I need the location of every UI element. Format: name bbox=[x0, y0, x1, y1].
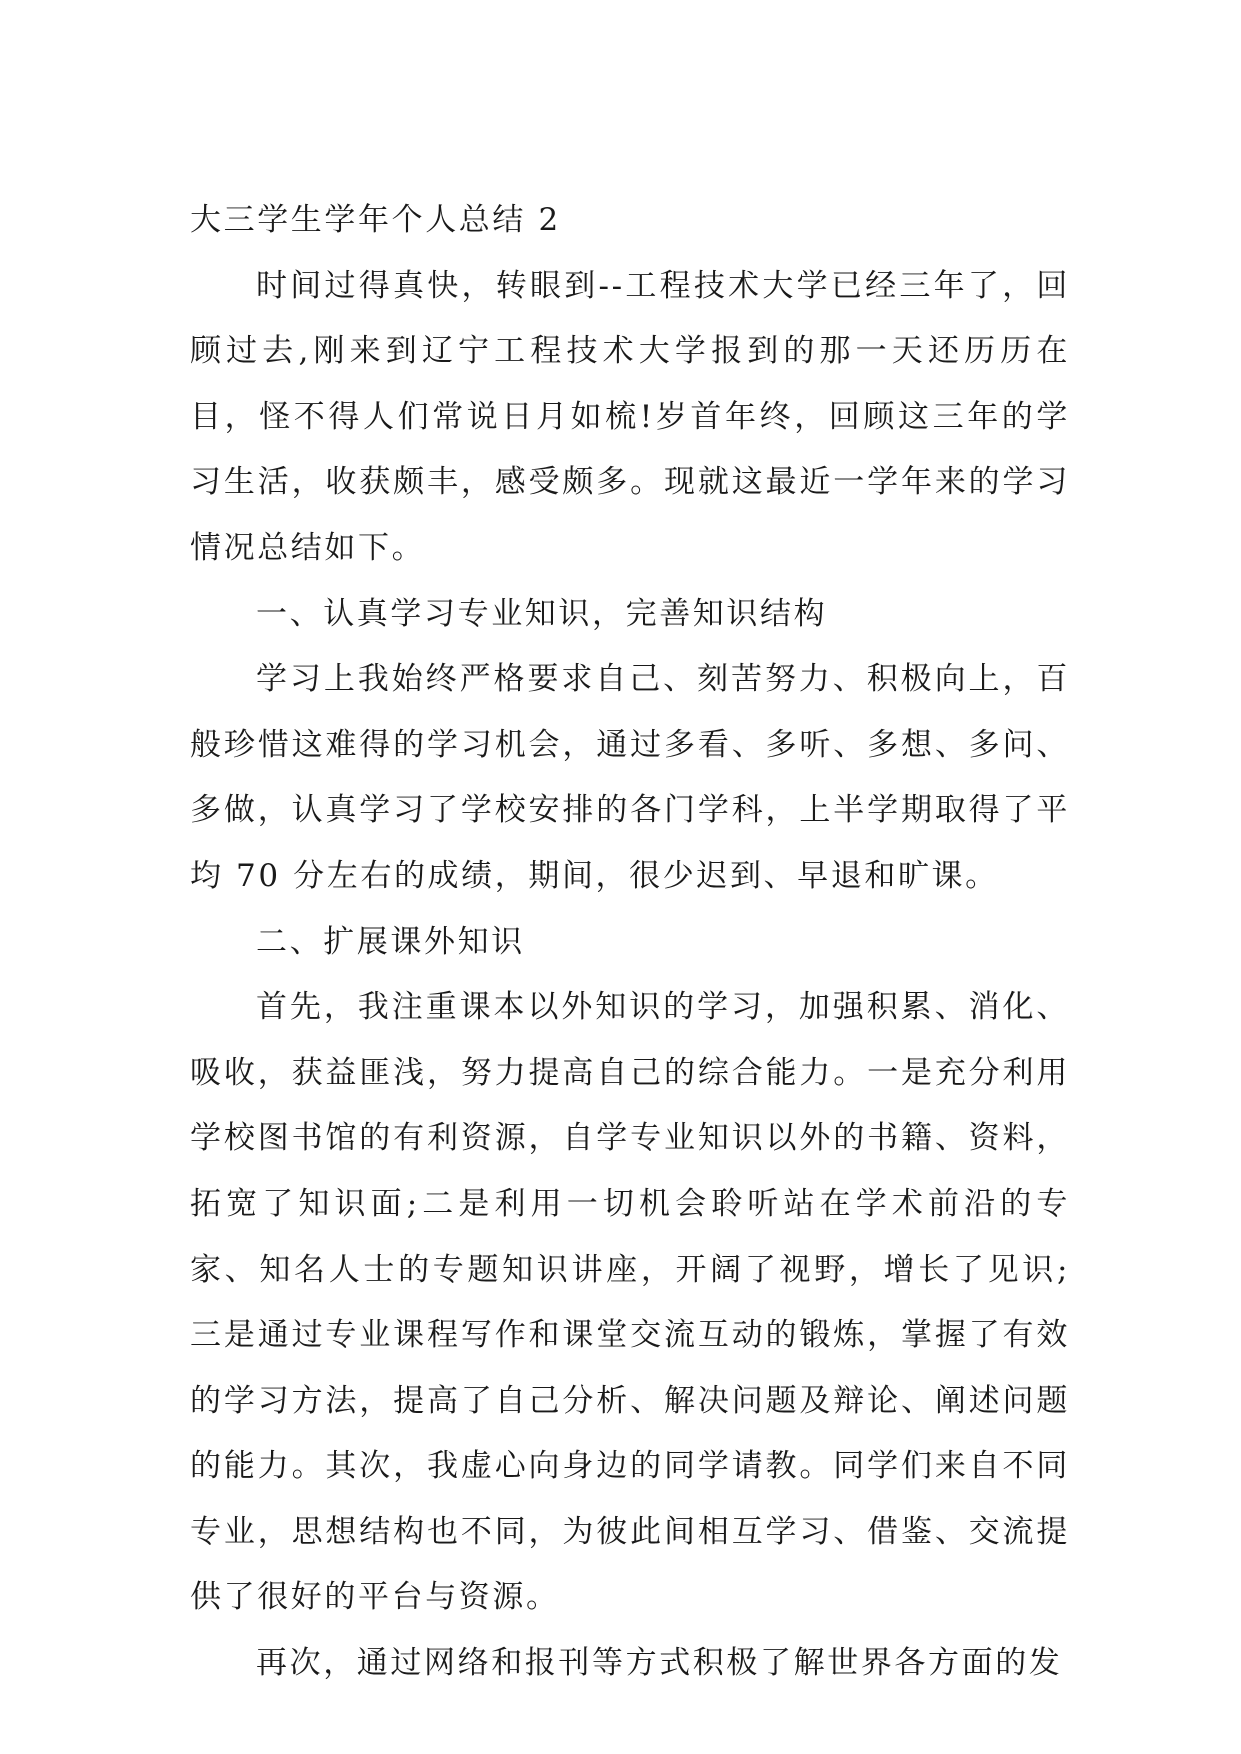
document-title: 大三学生学年个人总结 2 bbox=[190, 202, 561, 238]
paragraph-intro: 时间过得真快，转眼到--工程技术大学已经三年了，回顾过去,刚来到辽宁工程技术大学报到的那一天还历历在目，怪不得人们常说日月如梳!岁首年终，回顾这三年的学习生活，收获颇丰，感受颇多。现就这最近一学年来的学习情况总结如下。 bbox=[190, 267, 1070, 566]
paragraph-extracurricular: 首先，我注重课本以外知识的学习，加强积累、消化、吸收，获益匪浅，努力提高自己的综合能力。一是充分利用学校图书馆的有利资源，自学专业知识以外的书籍、资料，拓宽了知识面;二是利用一切机会聆听站在学术前沿的专家、知名人士的专题知识讲座，开阔了视野，增长了见识;三是通过专业课程写作和课堂交流互动的锻炼，掌握了有效的学习方法，提高了自己分析、解决问题及辩论、阐述问题的能力。其次，我虚心向身边的同学请教。同学们来自不同专业，思想结构也不同，为彼此间相互学习、借鉴、交流提供了很好的平台与资源。 bbox=[190, 989, 1070, 1616]
document-body bbox=[190, 188, 1070, 1697]
section-heading-1: 一、认真学习专业知识，完善知识结构 bbox=[256, 595, 828, 632]
section-heading-2: 二、扩展课外知识 bbox=[256, 923, 525, 960]
paragraph-study: 学习上我始终严格要求自己、刻苦努力、积极向上，百般珍惜这难得的学习机会，通过多看、多听、多想、多问、多做，认真学习了学校安排的各门学科，上半学期取得了平均 70 分左右的成绩，期间，很少迟到、早退和旷课。 bbox=[190, 661, 1070, 894]
paragraph-continued: 再次，通过网络和报刊等方式积极了解世界各方面的发 bbox=[256, 1645, 1063, 1682]
